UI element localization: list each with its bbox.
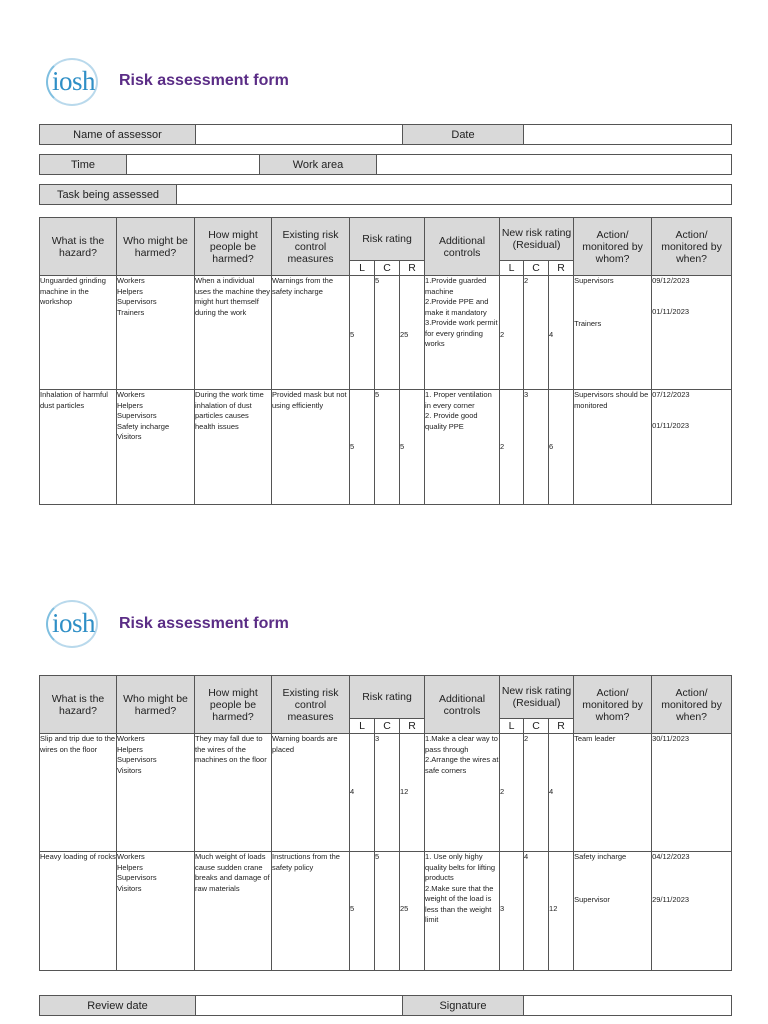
col-risk-rating: Risk rating bbox=[350, 676, 425, 719]
task-field[interactable] bbox=[177, 185, 732, 205]
when-value-2: 01/11/2023 bbox=[652, 307, 690, 316]
c-value: 3 bbox=[375, 734, 380, 743]
risk-table-2 bbox=[39, 675, 732, 971]
col-new-risk: New risk rating (Residual) bbox=[500, 676, 574, 719]
c-value: 5 bbox=[375, 852, 380, 861]
hazard-cell: Inhalation of harmful dust particles bbox=[40, 390, 108, 410]
col-who: Who might be harmed? bbox=[117, 676, 195, 734]
review-signature-row bbox=[39, 995, 732, 1016]
col-new-l: L bbox=[500, 719, 524, 734]
c-value: 5 bbox=[375, 276, 380, 285]
col-c: C bbox=[375, 719, 400, 734]
col-r: R bbox=[400, 719, 425, 734]
table-row bbox=[40, 390, 732, 505]
col-new-r: R bbox=[549, 261, 574, 276]
existing-cell: Warnings from the safety incharge bbox=[272, 276, 333, 296]
new-c-value: 2 bbox=[524, 276, 529, 285]
col-r: R bbox=[400, 261, 425, 276]
time-label: Time bbox=[40, 155, 127, 175]
task-row bbox=[39, 184, 732, 205]
how-cell: Much weight of loads cause sudden crane breaks and damage of raw materials bbox=[195, 852, 270, 893]
form-title: Risk assessment form bbox=[119, 615, 289, 632]
new-l-value: 2 bbox=[500, 330, 505, 339]
col-how: How might people be harmed? bbox=[195, 676, 272, 734]
col-l: L bbox=[350, 719, 375, 734]
assessor-date-row bbox=[39, 124, 732, 145]
col-new-l: L bbox=[500, 261, 524, 276]
l-value: 5 bbox=[350, 330, 355, 339]
col-how: How might people be harmed? bbox=[195, 218, 272, 276]
new-c-value: 3 bbox=[524, 390, 529, 399]
r-value: 12 bbox=[400, 787, 409, 796]
when-value: 30/11/2023 bbox=[652, 734, 690, 743]
col-c: C bbox=[375, 261, 400, 276]
when-value-2: 01/11/2023 bbox=[652, 421, 690, 430]
when-value: 04/12/2023 bbox=[652, 852, 690, 861]
risk-table-1 bbox=[39, 217, 732, 505]
new-c-value: 4 bbox=[524, 852, 529, 861]
table-row bbox=[40, 852, 732, 971]
l-value: 5 bbox=[350, 904, 355, 913]
l-value: 4 bbox=[350, 787, 355, 796]
assessor-field[interactable] bbox=[196, 125, 403, 145]
when-value-2: 29/11/2023 bbox=[652, 895, 690, 904]
col-new-c: C bbox=[524, 261, 549, 276]
table-row bbox=[40, 276, 732, 390]
whom-value: Safety incharge bbox=[574, 852, 627, 861]
whom-value-2: Trainers bbox=[574, 319, 602, 328]
time-field[interactable] bbox=[127, 155, 260, 175]
when-value: 07/12/2023 bbox=[652, 390, 690, 399]
review-date-label: Review date bbox=[40, 996, 196, 1016]
whom-value: Supervisors bbox=[574, 276, 614, 285]
signature-field[interactable] bbox=[524, 996, 732, 1016]
review-date-field[interactable] bbox=[196, 996, 403, 1016]
col-hazard: What is the hazard? bbox=[40, 218, 117, 276]
c-value: 5 bbox=[375, 390, 380, 399]
col-risk-rating: Risk rating bbox=[350, 218, 425, 261]
col-new-risk: New risk rating (Residual) bbox=[500, 218, 574, 261]
col-l: L bbox=[350, 261, 375, 276]
whom-value-2: Supervisor bbox=[574, 895, 610, 904]
col-action-whom: Action/ monitored by whom? bbox=[574, 676, 652, 734]
whom-value: Team leader bbox=[574, 734, 616, 743]
how-cell: They may fall due to the wires of the machines on the floor bbox=[195, 734, 267, 764]
table-row bbox=[40, 734, 732, 852]
work-area-field[interactable] bbox=[377, 155, 732, 175]
new-l-value: 2 bbox=[500, 787, 505, 796]
col-action-when: Action/ monitored by when? bbox=[652, 218, 732, 276]
hazard-cell: Heavy loading of rocks bbox=[40, 852, 116, 861]
iosh-logo: iosh bbox=[46, 58, 102, 108]
whom-value: Supervisors should be monitored bbox=[574, 390, 649, 410]
date-label: Date bbox=[403, 125, 524, 145]
new-r-value: 6 bbox=[549, 442, 554, 451]
r-value: 25 bbox=[400, 904, 409, 913]
new-r-value: 4 bbox=[549, 330, 554, 339]
r-value: 25 bbox=[400, 330, 409, 339]
new-r-value: 12 bbox=[549, 904, 558, 913]
existing-cell: Instructions from the safety policy bbox=[272, 852, 340, 872]
existing-cell: Warning boards are placed bbox=[272, 734, 338, 754]
who-cell: Workers Helpers Supervisors Safety incharge Visitors bbox=[117, 390, 170, 441]
additional-cell: 1.Make a clear way to pass through 2.Arrange the wires at safe corners bbox=[425, 734, 499, 775]
col-existing: Existing risk control measures bbox=[272, 218, 350, 276]
l-value: 5 bbox=[350, 442, 355, 451]
r-value: 5 bbox=[400, 442, 405, 451]
new-l-value: 3 bbox=[500, 904, 505, 913]
who-cell: Workers Helpers Supervisors Trainers bbox=[117, 276, 157, 317]
form-title: Risk assessment form bbox=[119, 72, 289, 89]
new-l-value: 2 bbox=[500, 442, 505, 451]
hazard-cell: Unguarded grinding machine in the workshop bbox=[40, 276, 106, 306]
col-hazard: What is the hazard? bbox=[40, 676, 117, 734]
existing-cell: Provided mask but not using efficiently bbox=[272, 390, 347, 410]
iosh-logo: iosh bbox=[46, 600, 102, 650]
col-additional: Additional controls bbox=[425, 218, 500, 276]
date-field[interactable] bbox=[524, 125, 732, 145]
who-cell: Workers Helpers Supervisors Visitors bbox=[117, 734, 157, 775]
task-label: Task being assessed bbox=[40, 185, 177, 205]
assessor-label: Name of assessor bbox=[40, 125, 196, 145]
who-cell: Workers Helpers Supervisors Visitors bbox=[117, 852, 157, 893]
col-who: Who might be harmed? bbox=[117, 218, 195, 276]
hazard-cell: Slip and trip due to the wires on the floor bbox=[40, 734, 116, 754]
additional-cell: 1.Provide guarded machine 2.Provide PPE and make it mandatory 3.Provide work permit for every grinding works bbox=[425, 276, 498, 348]
col-new-c: C bbox=[524, 719, 549, 734]
time-workarea-row bbox=[39, 154, 732, 175]
work-area-label: Work area bbox=[260, 155, 377, 175]
new-r-value: 4 bbox=[549, 787, 554, 796]
col-action-whom: Action/ monitored by whom? bbox=[574, 218, 652, 276]
col-additional: Additional controls bbox=[425, 676, 500, 734]
additional-cell: 1. Proper ventilation in every corner 2. Provide good quality PPE bbox=[425, 390, 492, 431]
how-cell: When a individual uses the machine they might hurt themself during the work bbox=[195, 276, 271, 317]
additional-cell: 1. Use only highy quality belts for lifting products 2.Make sure that the weight of the load is less than the weight limit bbox=[425, 852, 496, 924]
col-existing: Existing risk control measures bbox=[272, 676, 350, 734]
col-action-when: Action/ monitored by when? bbox=[652, 676, 732, 734]
how-cell: During the work time inhalation of dust particles causes health issues bbox=[195, 390, 264, 431]
signature-label: Signature bbox=[403, 996, 524, 1016]
when-value: 09/12/2023 bbox=[652, 276, 690, 285]
col-new-r: R bbox=[549, 719, 574, 734]
new-c-value: 2 bbox=[524, 734, 529, 743]
